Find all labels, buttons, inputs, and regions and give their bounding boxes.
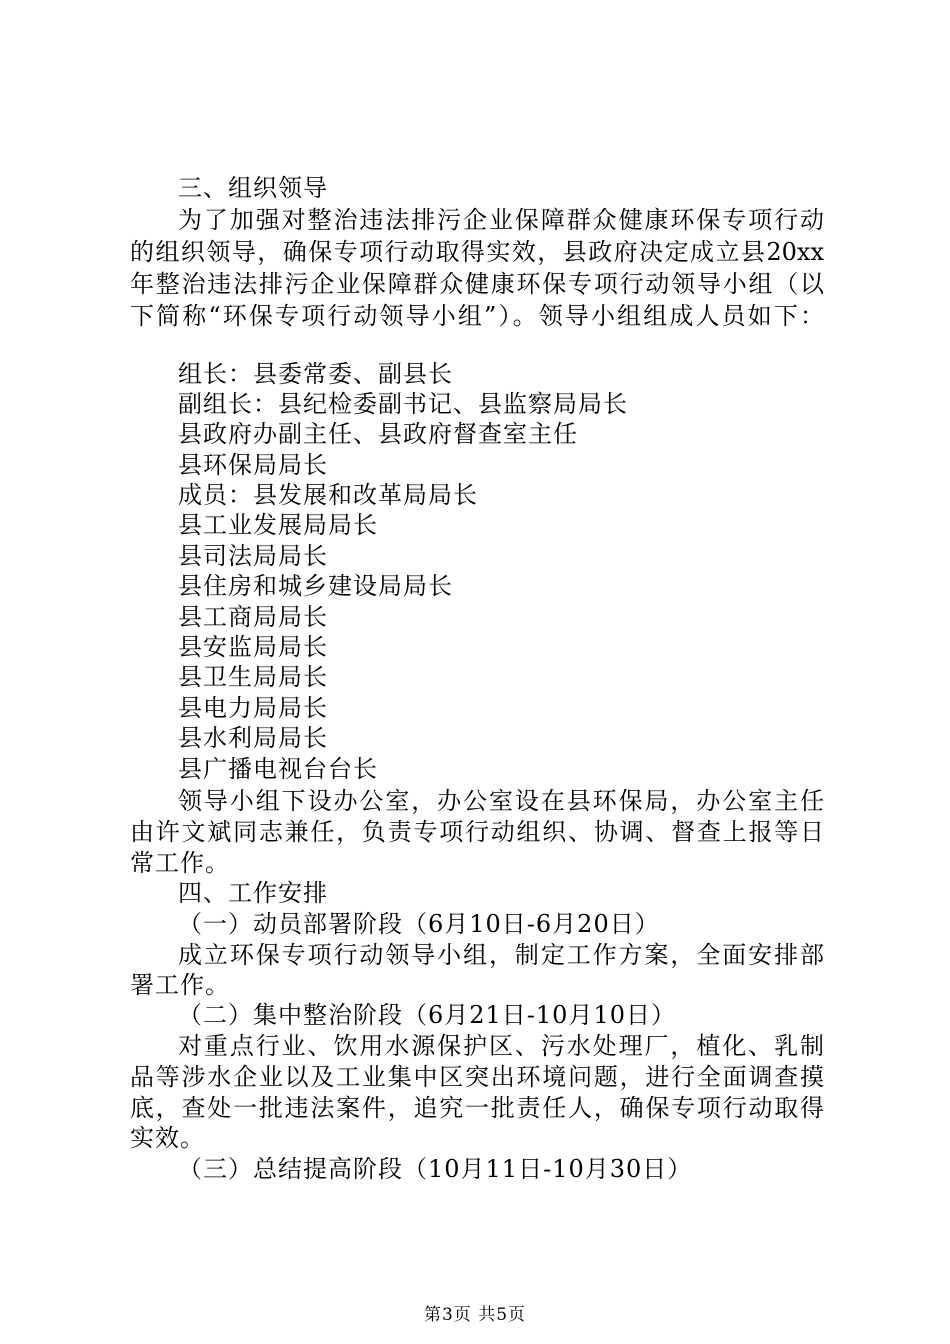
member-line: 县工商局局长 <box>178 603 328 631</box>
phase-heading: （三）总结提高阶段（10月11日-10月30日） <box>178 1155 693 1183</box>
member-line: 成员：县发展和改革局局长 <box>178 481 478 509</box>
member-line: 县电力局局长 <box>178 694 328 722</box>
member-line: 组长：县委常委、副县长 <box>178 360 453 388</box>
member-line: 县环保局局长 <box>178 451 328 479</box>
member-line: 县安监局局长 <box>178 633 328 661</box>
paragraph-line: 对重点行业、饮用水源保护区、污水处理厂，植化、乳制 <box>178 1032 824 1060</box>
paragraph-line: 由许文斌同志兼任，负责专项行动组织、协调、督查上报等日 <box>130 818 824 846</box>
member-line: 县政府办副主任、县政府督查室主任 <box>178 420 578 448</box>
section-heading-organization: 三、组织领导 <box>178 174 328 202</box>
member-line: 县司法局局长 <box>178 542 328 570</box>
paragraph-line: 为了加强对整治违法排污企业保障群众健康环保专项行动 <box>178 206 824 234</box>
section-heading-work-arrangement: 四、工作安排 <box>178 879 328 907</box>
member-line: 县住房和城乡建设局局长 <box>178 572 453 600</box>
member-line: 副组长：县纪检委副书记、县监察局局长 <box>178 390 628 418</box>
paragraph-line: 常工作。 <box>130 849 230 877</box>
member-line: 县卫生局局长 <box>178 663 328 691</box>
paragraph-line: 署工作。 <box>130 971 230 999</box>
phase-heading: （二）集中整治阶段（6月21日-10月10日） <box>178 1001 676 1029</box>
paragraph-line: 年整治违法排污企业保障群众健康环保专项行动领导小组（以 <box>130 270 824 298</box>
member-line: 县水利局局长 <box>178 724 328 752</box>
paragraph-line: 的组织领导，确保专项行动取得实效，县政府决定成立县20xx <box>130 238 824 266</box>
member-line: 县广播电视台台长 <box>178 755 378 783</box>
paragraph-line: 成立环保专项行动领导小组，制定工作方案，全面安排部 <box>178 941 824 969</box>
paragraph-line: 领导小组下设办公室，办公室设在县环保局，办公室主任 <box>178 787 824 815</box>
phase-heading: （一）动员部署阶段（6月10日-6月20日） <box>178 910 660 938</box>
page-footer: 第3页 共5页 <box>423 1305 527 1325</box>
paragraph-line: 下简称“环保专项行动领导小组”）。领导小组组成人员如下： <box>130 302 824 330</box>
paragraph-line: 底，查处一批违法案件，追究一批责任人，确保专项行动取得 <box>130 1094 824 1122</box>
member-line: 县工业发展局局长 <box>178 511 378 539</box>
paragraph-line: 实效。 <box>130 1124 205 1152</box>
paragraph-line: 品等涉水企业以及工业集中区突出环境问题，进行全面调查摸 <box>130 1063 824 1091</box>
